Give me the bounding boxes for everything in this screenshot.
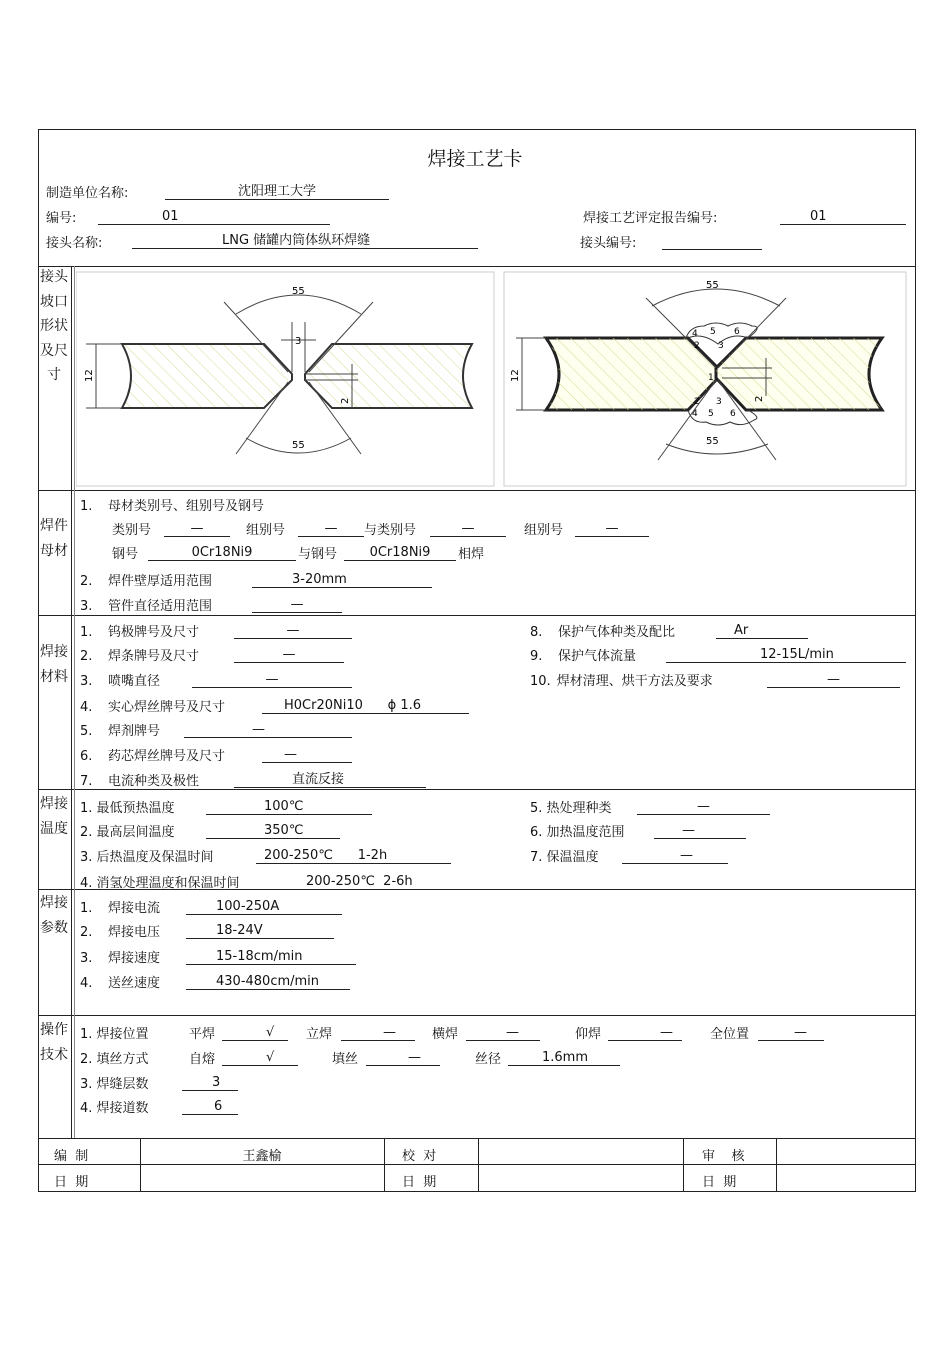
- tech-wire-value: —: [366, 1050, 440, 1066]
- temp-l1-value: 100℃: [206, 799, 372, 815]
- pass-bottom-5: 5: [708, 409, 714, 419]
- maker-value: 沈阳理工大学: [165, 184, 389, 200]
- footer-compile-label: 编 制: [54, 1149, 89, 1164]
- tech-flat-label: 平焊: [189, 1027, 216, 1042]
- divider-groove: [38, 490, 916, 491]
- pass-top-5: 5: [710, 327, 716, 337]
- steel2-label: 与钢号: [298, 547, 338, 562]
- frame-top: [38, 129, 916, 130]
- temp-l3-value: 200-250℃ 1-2h: [256, 848, 451, 864]
- steel-label: 钢号: [112, 547, 139, 562]
- no-label: 编号:: [46, 211, 77, 226]
- tech-fill-label: 2. 填丝方式: [80, 1052, 149, 1067]
- left-thickness: 12: [84, 369, 95, 382]
- mat-l2: 2. 焊条牌号及尺寸: [80, 649, 200, 664]
- frame-left: [38, 129, 39, 1192]
- tech-vert-label: 立焊: [306, 1027, 333, 1042]
- param-l4: 4. 送丝速度: [80, 976, 161, 991]
- maker-label: 制造单位名称:: [46, 186, 129, 201]
- pass-bottom-2: 2: [694, 397, 700, 407]
- joint-name-value: LNG 储罐内筒体纵环焊缝: [132, 233, 478, 249]
- temp-l2: 2. 最高层间温度: [80, 825, 175, 840]
- temp-l2-value: 350℃: [206, 823, 340, 839]
- left-angle-bottom: 55: [292, 440, 305, 451]
- right-angle-top: 55: [706, 280, 719, 291]
- param-l2: 2. 焊接电压: [80, 925, 161, 940]
- mat-r8: 8. 保护气体种类及配比: [530, 625, 676, 640]
- footer-col-4: [683, 1138, 684, 1191]
- footer-compile-value: 王鑫榆: [242, 1149, 282, 1164]
- footer-review-label: 审 核: [702, 1149, 745, 1164]
- tech-passes-value: 6: [182, 1099, 238, 1115]
- param-l3: 3. 焊接速度: [80, 951, 161, 966]
- grp-label: 组别号: [246, 523, 286, 538]
- base-item1: 1. 母材类别号、组别号及钢号: [80, 499, 265, 514]
- footer-col-5: [776, 1138, 777, 1191]
- temp-r6: 6. 加热温度范围: [530, 825, 625, 840]
- param-l3-value: 15-18cm/min: [186, 949, 356, 965]
- divider-param: [38, 1015, 916, 1016]
- footer-date-label-1: 日 期: [54, 1175, 89, 1190]
- report-label: 焊接工艺评定报告编号:: [583, 211, 718, 226]
- pass-bottom-4: 4: [692, 409, 698, 419]
- mat-l1-value: —: [234, 623, 352, 639]
- temp-l4-value: 200-250℃ 2-6h: [290, 874, 470, 890]
- joint-no-value: [662, 234, 762, 250]
- mat-r8-value: Ar: [716, 623, 808, 639]
- cat2-label: 与类别号: [364, 523, 417, 538]
- temp-l4: 4. 消氢处理温度和保温时间: [80, 876, 240, 891]
- cat2-value: —: [430, 521, 506, 537]
- mat-l4: 4. 实心焊丝牌号及尺寸: [80, 700, 226, 715]
- pass-top-4: 4: [692, 329, 698, 339]
- mat-l7-value: 直流反接: [234, 772, 426, 788]
- tech-horiz-label: 横焊: [432, 1027, 459, 1042]
- thickness-range-value: 3-20mm: [252, 572, 432, 588]
- temp-r5-value: —: [637, 799, 770, 815]
- temp-r5: 5. 热处理种类: [530, 801, 612, 816]
- mat-l2-value: —: [234, 647, 344, 663]
- section-label-material: 焊接材料: [40, 644, 68, 685]
- temp-r7-value: —: [622, 848, 728, 864]
- joint-name-label: 接头名称:: [46, 236, 103, 251]
- frame-bottom: [38, 1191, 916, 1192]
- right-thickness: 12: [510, 369, 521, 382]
- tech-dia-label: 丝径: [475, 1052, 502, 1067]
- section-label-temp: 焊接温度: [40, 796, 68, 837]
- left-root: 2: [340, 397, 351, 404]
- footer-date-label-2: 日 期: [402, 1175, 437, 1190]
- no-value: 01: [98, 209, 330, 225]
- tech-passes-label: 4. 焊接道数: [80, 1101, 149, 1116]
- mat-r9-value: 12-15L/min: [666, 647, 906, 663]
- left-angle-top: 55: [292, 286, 305, 297]
- param-l1: 1. 焊接电流: [80, 901, 161, 916]
- mat-l3-value: —: [192, 672, 352, 688]
- tech-dia-value: 1.6mm: [508, 1050, 620, 1066]
- groove-right-diagram: [504, 272, 906, 486]
- pass-top-6: 6: [734, 327, 740, 337]
- section-label-base: 焊件母材: [40, 518, 68, 559]
- tech-horiz-value: —: [466, 1025, 540, 1041]
- tech-auto-value: √: [222, 1050, 298, 1066]
- footer-col-2: [384, 1138, 385, 1191]
- param-l1-value: 100-250A: [186, 899, 342, 915]
- divider-tech: [38, 1138, 916, 1139]
- pass-top-2: 2: [694, 341, 700, 351]
- mat-l4-value: H0Cr20Ni10 ϕ 1.6: [262, 698, 469, 714]
- param-l2-value: 18-24V: [186, 923, 334, 939]
- steel-value: 0Cr18Ni9: [148, 545, 296, 561]
- param-l4-value: 430-480cm/min: [186, 974, 350, 990]
- frame-right: [915, 129, 916, 1192]
- section-label-tech: 操作技术: [40, 1022, 68, 1063]
- cat-label: 类别号: [112, 523, 152, 538]
- temp-l1: 1. 最低预热温度: [80, 801, 175, 816]
- pass-bottom-3: 3: [716, 397, 722, 407]
- pass-root-1: 1: [708, 373, 714, 383]
- cat-value: —: [164, 521, 230, 537]
- temp-l3: 3. 后热温度及保温时间: [80, 850, 214, 865]
- joint-no-label: 接头编号:: [580, 236, 637, 251]
- footer-col-3: [478, 1138, 479, 1191]
- mat-r10: 10. 焊材清理、烘干方法及要求: [530, 674, 713, 689]
- tech-layers-value: 3: [182, 1075, 238, 1091]
- steel2-value: 0Cr18Ni9: [344, 545, 456, 561]
- right-angle-bottom: 55: [706, 436, 719, 447]
- label-column-line: [71, 266, 72, 1138]
- base-item2: 2. 焊件壁厚适用范围: [80, 574, 213, 589]
- mat-l6-value: —: [262, 747, 352, 763]
- groove-left-diagram: [76, 272, 494, 486]
- groove-diagram: [76, 268, 912, 488]
- mat-l7: 7. 电流种类及极性: [80, 774, 200, 789]
- grp2-value: —: [575, 521, 649, 537]
- tech-pos-label: 1. 焊接位置: [80, 1027, 149, 1042]
- tech-over-value: —: [608, 1025, 682, 1041]
- footer-date-label-3: 日 期: [702, 1175, 737, 1190]
- mat-l3: 3. 喷嘴直径: [80, 674, 161, 689]
- temp-r6-value: —: [654, 823, 746, 839]
- pass-bottom-6: 6: [730, 409, 736, 419]
- tech-all-label: 全位置: [710, 1027, 750, 1042]
- left-gap: 3: [295, 336, 302, 347]
- section-label-groove: 接头坡口形状及尺寸: [40, 269, 68, 383]
- tech-vert-value: —: [341, 1025, 415, 1041]
- divider-material: [38, 789, 916, 790]
- grp-value: —: [298, 521, 364, 537]
- report-value: 01: [780, 209, 906, 225]
- tech-wire-label: 填丝: [332, 1052, 359, 1067]
- footer-check-label: 校 对: [402, 1149, 437, 1164]
- base-item3: 3. 管件直径适用范围: [80, 599, 213, 614]
- mat-l1: 1. 钨极牌号及尺寸: [80, 625, 200, 640]
- mat-r10-value: —: [767, 672, 900, 688]
- tech-all-value: —: [758, 1025, 824, 1041]
- pass-top-3: 3: [718, 341, 724, 351]
- tech-flat-value: √: [222, 1025, 288, 1041]
- divider-base: [38, 615, 916, 616]
- section-label-param: 焊接参数: [40, 895, 68, 936]
- page-title: 焊接工艺卡: [427, 148, 523, 170]
- right-root: 2: [754, 395, 765, 402]
- tech-auto-label: 自熔: [189, 1052, 216, 1067]
- divider-header: [38, 266, 916, 267]
- diameter-range-value: —: [252, 597, 342, 613]
- mat-l5-value: —: [184, 722, 352, 738]
- mat-r9: 9. 保护气体流量: [530, 649, 637, 664]
- tech-over-label: 仰焊: [575, 1027, 602, 1042]
- mat-l6: 6. 药芯焊丝牌号及尺寸: [80, 749, 226, 764]
- divider-footer: [38, 1164, 916, 1165]
- label-column-line-inner: [74, 266, 75, 1138]
- grp2-label: 组别号: [524, 523, 564, 538]
- mat-l5: 5. 焊剂牌号: [80, 724, 161, 739]
- tech-layers-label: 3. 焊缝层数: [80, 1077, 149, 1092]
- weld-with: 相焊: [458, 547, 485, 562]
- temp-r7: 7. 保温温度: [530, 850, 599, 865]
